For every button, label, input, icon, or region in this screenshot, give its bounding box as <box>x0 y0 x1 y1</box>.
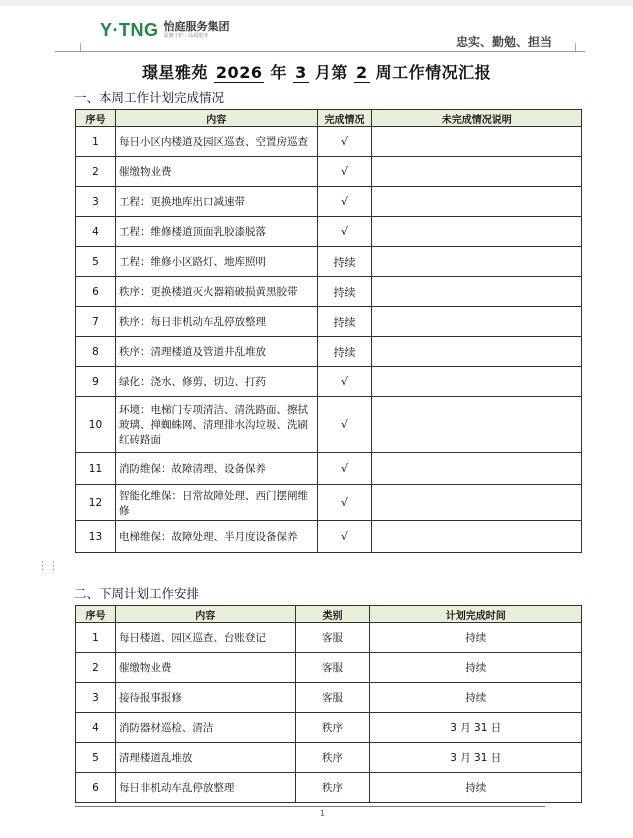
row-status: √ <box>317 367 372 397</box>
row-status: √ <box>317 453 372 485</box>
row-note <box>372 367 582 397</box>
row-number: 3 <box>76 187 116 217</box>
row-content: 绿化：浇水、修剪、切边、打药 <box>115 367 317 397</box>
title-week[interactable]: 2 <box>355 63 368 82</box>
column-header: 序号 <box>76 110 116 127</box>
row-category: 客服 <box>295 653 370 683</box>
table-row <box>76 157 582 187</box>
logo-name: 怡庭服务集团 <box>163 20 230 33</box>
completed-work-table <box>75 109 582 553</box>
column-header: 计划完成时间 <box>370 606 582 623</box>
row-status: 持续 <box>317 307 372 337</box>
column-header: 完成情况 <box>317 110 372 127</box>
column-header: 类别 <box>295 606 370 623</box>
company-logo <box>100 20 230 41</box>
table-row <box>76 521 582 553</box>
row-category: 秩序 <box>295 713 370 743</box>
row-status: √ <box>317 397 372 453</box>
row-category: 秩序 <box>295 743 370 773</box>
row-content: 环境：电梯门专项清洁、清洗路面、擦拭玻璃、掸蜘蛛网、清理排水沟垃圾、洗刷红砖路面 <box>115 397 317 453</box>
row-content: 每日小区内楼道及园区巡查、空置房巡查 <box>115 127 317 157</box>
table-row <box>76 623 582 653</box>
row-note <box>372 453 582 485</box>
table-row <box>76 683 582 713</box>
row-note <box>372 187 582 217</box>
row-planned-time: 3 月 31 日 <box>370 743 582 773</box>
row-content: 电梯维保：故障处理、半月度设备保养 <box>115 521 317 553</box>
row-content: 工程：更换地库出口减速带 <box>115 187 317 217</box>
table-row <box>76 367 582 397</box>
row-content: 接待报事报修 <box>115 683 295 713</box>
page-number: 1 <box>320 809 326 818</box>
row-category: 客服 <box>295 683 370 713</box>
row-status: 持续 <box>317 277 372 307</box>
section-heading-completed: 一、本周工作计划完成情况 <box>74 90 225 105</box>
table-row <box>76 337 582 367</box>
table-row <box>76 653 582 683</box>
row-number: 9 <box>76 367 116 397</box>
row-planned-time: 持续 <box>370 773 582 803</box>
top-toolbar-strip <box>0 0 633 6</box>
row-status: √ <box>317 485 372 521</box>
row-status: √ <box>317 217 372 247</box>
row-number: 3 <box>76 683 116 713</box>
row-number: 4 <box>76 713 116 743</box>
row-number: 1 <box>76 623 116 653</box>
row-planned-time: 持续 <box>370 683 582 713</box>
row-number: 5 <box>76 743 116 773</box>
table-row <box>76 217 582 247</box>
row-note <box>372 485 582 521</box>
row-content: 消防维保：故障清理、设备保养 <box>115 453 317 485</box>
row-number: 4 <box>76 217 116 247</box>
row-number: 12 <box>76 485 116 521</box>
row-note <box>372 397 582 453</box>
row-content: 秩序：更换楼道灭火器箱破损黄黑胶带 <box>115 277 317 307</box>
row-content: 秩序：每日非机动车乱停放整理 <box>115 307 317 337</box>
row-number: 8 <box>76 337 116 367</box>
row-content: 催缴物业费 <box>115 157 317 187</box>
table-row <box>76 397 582 453</box>
row-number: 11 <box>76 453 116 485</box>
row-content: 智能化维保：日常故障处理、西门摆闸维修 <box>115 485 317 521</box>
row-number: 6 <box>76 773 116 803</box>
row-number: 6 <box>76 277 116 307</box>
row-note <box>372 337 582 367</box>
row-status: √ <box>317 521 372 553</box>
row-content: 催缴物业费 <box>115 653 295 683</box>
footer-rule <box>75 806 545 807</box>
row-note <box>372 521 582 553</box>
row-planned-time: 持续 <box>370 623 582 653</box>
logo-subtitle: 温馨守护 · 品质服务 <box>163 33 209 39</box>
row-status: 持续 <box>317 337 372 367</box>
next-week-plan-table <box>75 605 582 803</box>
table-header-row <box>76 110 582 127</box>
row-content: 秩序：清理楼道及管道井乱堆放 <box>115 337 317 367</box>
row-content: 工程：维修楼道顶面乳胶漆脱落 <box>115 217 317 247</box>
row-number: 1 <box>76 127 116 157</box>
column-header: 未完成情况说明 <box>372 110 582 127</box>
row-number: 7 <box>76 307 116 337</box>
row-planned-time: 持续 <box>370 653 582 683</box>
row-number: 13 <box>76 521 116 553</box>
column-header: 内容 <box>115 110 317 127</box>
row-planned-time: 3 月 31 日 <box>370 713 582 743</box>
row-content: 每日楼道、园区巡查、台账登记 <box>115 623 295 653</box>
row-note <box>372 127 582 157</box>
row-status: √ <box>317 127 372 157</box>
table-row <box>76 277 582 307</box>
table-row <box>76 743 582 773</box>
table-row <box>76 307 582 337</box>
row-content: 每日非机动车乱停放整理 <box>115 773 295 803</box>
row-status: √ <box>317 157 372 187</box>
table-header-row <box>76 606 582 623</box>
row-number: 10 <box>76 397 116 453</box>
column-header: 序号 <box>76 606 116 623</box>
table-row <box>76 247 582 277</box>
row-number: 5 <box>76 247 116 277</box>
row-content: 工程：维修小区路灯、地库照明 <box>115 247 317 277</box>
row-number: 2 <box>76 653 116 683</box>
row-category: 客服 <box>295 623 370 653</box>
table-row <box>76 127 582 157</box>
row-number: 2 <box>76 157 116 187</box>
logo-mark: Y·TNG <box>100 20 159 40</box>
row-note <box>372 217 582 247</box>
drag-handle-icon[interactable]: ⋮⋮ <box>37 559 59 572</box>
table-row <box>76 485 582 521</box>
row-status: √ <box>317 187 372 217</box>
title-month[interactable]: 3 <box>295 63 307 82</box>
row-content: 消防器材巡检、清洁 <box>115 713 295 743</box>
report-title: 璟星雅苑 2026 年 3 月第 2 周工作情况汇报 <box>141 63 492 82</box>
row-note <box>372 277 582 307</box>
row-note <box>372 247 582 277</box>
header-rule <box>55 51 585 52</box>
row-note <box>372 307 582 337</box>
table-row <box>76 453 582 485</box>
row-note <box>372 157 582 187</box>
table-row <box>76 187 582 217</box>
row-category: 秩序 <box>295 773 370 803</box>
title-year[interactable]: 2026 <box>215 63 263 82</box>
header-slogan: 忠实、勤勉、担当 <box>456 35 553 49</box>
column-header: 内容 <box>115 606 295 623</box>
row-status: 持续 <box>317 247 372 277</box>
row-content: 清理楼道乱堆放 <box>115 743 295 773</box>
table-row <box>76 713 582 743</box>
section-heading-next-week: 二、下周计划工作安排 <box>74 586 200 601</box>
table-row <box>76 773 582 803</box>
